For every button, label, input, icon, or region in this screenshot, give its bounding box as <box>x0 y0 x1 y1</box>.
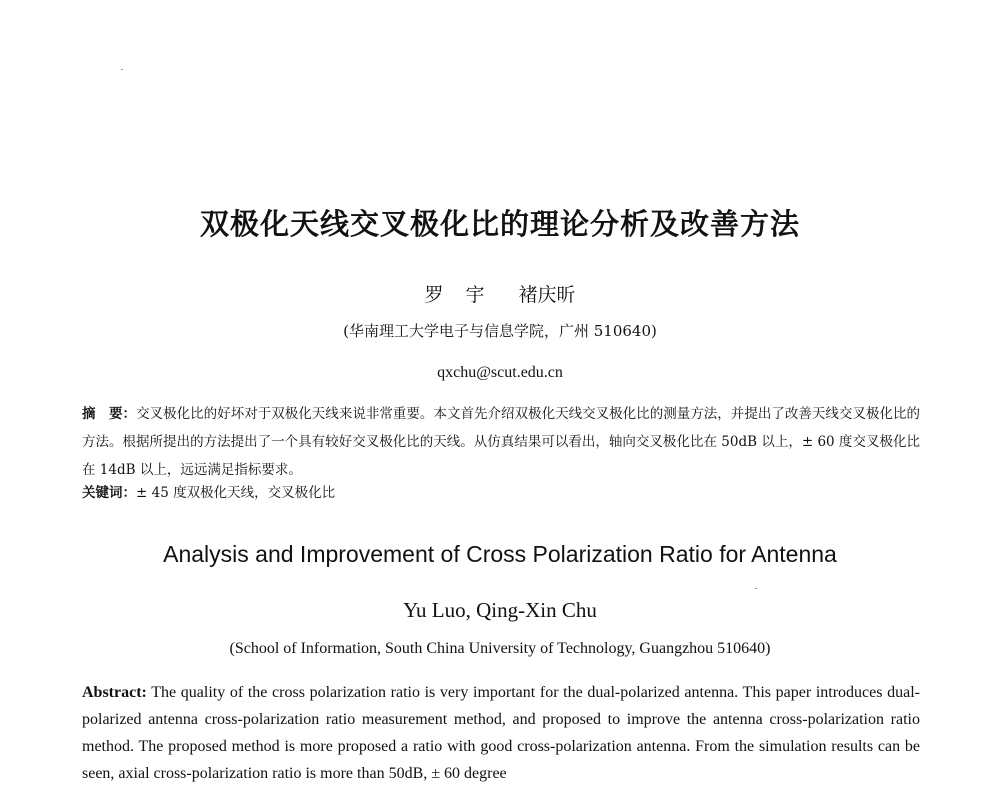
english-abstract <box>82 679 920 787</box>
english-abstract-text: The quality of the cross polarization ratio is very important for the dual-polarized antenna. This paper introduces dual-polarized antenna cross-polarization ratio measurement method, and proposed to improve the antenna cross-polarization ratio method. The proposed method is more proposed a ratio with good cross-polarization antenna. From the simulation results can be seen, axial cross-polarization ratio is more than 50dB, ± 60 degree <box>82 684 920 782</box>
author-luo-yu: 罗宇 <box>424 284 507 306</box>
english-title: Analysis and Improvement of Cross Polarization Ratio for Antenna <box>163 541 837 567</box>
scan-speck <box>755 588 757 589</box>
author-email: qxchu@scut.edu.cn <box>437 364 563 381</box>
chinese-keywords-label: 关键词： <box>82 485 136 501</box>
chinese-abstract-text: 交叉极化比的好坏对于双极化天线来说非常重要。本文首先介绍双极化天线交叉极化比的测量方法，并提出了改善天线交叉极化比的方法。根据所提出的方法提出了一个具有较好交叉极化比的天线。从仿真结果可以看出，轴向交叉极化比在 50dB 以上，± 60 度交叉极化比在 14dB 以上，远远满足指标要求。 <box>82 406 921 478</box>
chinese-keywords-text: ± 45 度双极化天线，交叉极化比 <box>136 485 336 501</box>
english-authors: Yu Luo, Qing-Xin Chu <box>403 598 597 622</box>
chinese-keywords <box>82 482 920 504</box>
chinese-title: 双极化天线交叉极化比的理论分析及改善方法 <box>199 207 800 241</box>
author-chu-qingxin: 褚庆昕 <box>518 284 576 306</box>
chinese-abstract-label: 摘 要： <box>82 406 137 422</box>
english-affiliation: (School of Information, South China University of Technology, Guangzhou 510640) <box>229 640 771 657</box>
scan-speck <box>121 69 123 70</box>
chinese-authors <box>0 280 1000 307</box>
chinese-abstract <box>82 400 920 484</box>
chinese-affiliation: (华南理工大学电子与信息学院，广州 510640) <box>343 322 657 340</box>
english-abstract-label: Abstract: <box>82 684 147 701</box>
